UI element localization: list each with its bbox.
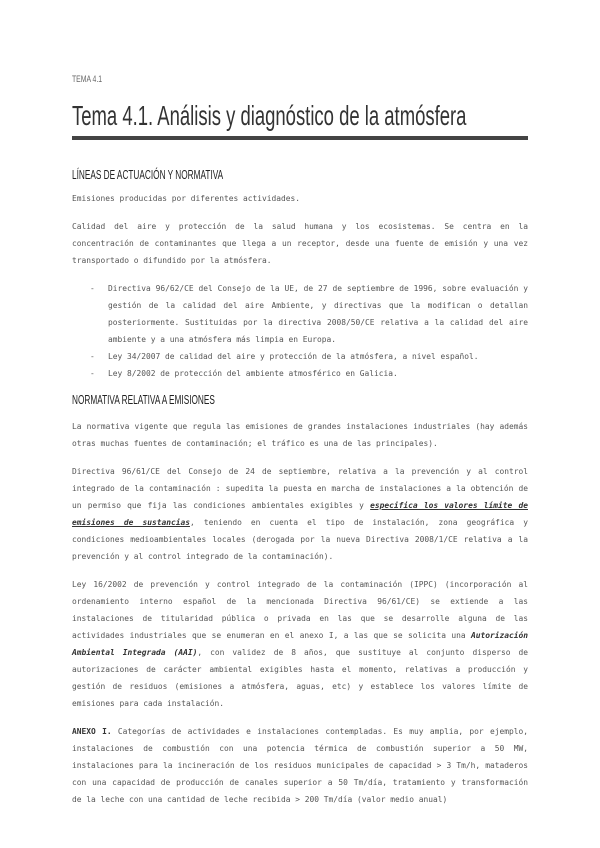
chapter-kicker: TEMA 4.1 [72, 74, 103, 85]
bold-label: ANEXO I. [72, 727, 112, 736]
section-lineas-body [72, 190, 528, 382]
emphasis-text: Autorización Ambiental Integrada (AAI) [72, 631, 528, 657]
page-title: Tema 4.1. Análisis y diagnóstico de la atmósfera [72, 100, 467, 131]
text: , teniendo en cuenta el tipo de instalación, zona geográfica y condiciones medioambientales locales (derogada por la nueva Directiva 2008/1/CE relativa a la prevención y al control integrado de la contaminación). [72, 518, 528, 561]
list-item: - Directiva 96/62/CE del Consejo de la UE, de 27 de septiembre de 1996, sobre evaluación y gestión de la calidad del aire Ambiente, y directivas que la modifican o detallan posteriormente. Sustituidas por la directiva 2008/50/CE relativa a la calidad del aire ambiente y a una atmósfera más limpia en Europa. [72, 280, 528, 348]
text: , con validez de 8 años, que sustituye al conjunto disperso de autorizaciones de carácter ambiental exigibles hasta el momento, relativas a producción y gestión de residuos (emisiones a atmósfera, aguas, etc) y establece los valores límite de emisiones para cada instalación. [72, 648, 528, 708]
paragraph: La normativa vigente que regula las emisiones de grandes instalaciones industriales (hay además otras muchas fuentes de contaminación; el tráfico es una de las principales). [72, 422, 528, 448]
normativa-list [72, 280, 528, 382]
text: Directiva 96/61/CE del Consejo de 24 de septiembre, relativa a la prevención y al control integrado de la contaminación : supedita la puesta en marcha de instalaciones a la obtención de un permiso que fija las condiciones ambientales exigibles y [72, 467, 528, 510]
text: Ley 16/2002 de prevención y control integrado de la contaminación (IPPC) (incorporación al ordenamiento interno español de la mencionada Directiva 96/61/CE) se extiende a las instalaciones de titularidad pública o privada en las que se desarrolle alguna de las actividades industriales que se enumeran en el anexo I, a las que se solicita una [72, 580, 528, 640]
section-emisiones-body [72, 418, 528, 819]
title-divider [72, 136, 528, 140]
emphasis-text: especifica los valores límite de emisiones de sustancias [72, 501, 528, 527]
paragraph [72, 723, 528, 808]
section-heading-lineas: LÍNEAS DE ACTUACIÓN Y NORMATIVA [72, 168, 224, 182]
paragraph [72, 576, 528, 712]
text: Categorías de actividades e instalaciones contempladas. Es muy amplia, por ejemplo, instalaciones de combustión con una potencia térmica de combustión superior a 50 MW, instalaciones para la incineración de los residuos municipales de capacidad > 3 Tm/h, mataderos con una capacidad de producción de canales superior a 50 Tm/día, tratamiento y transformación de la leche con una cantidad de leche recibida > 200 Tm/día (valor medio anual) [72, 727, 528, 804]
list-item: - Ley 34/2007 de calidad del aire y protección de la atmósfera, a nivel español. [72, 348, 528, 365]
paragraph: Calidad del aire y protección de la salud humana y los ecosistemas. Se centra en la concentración de contaminantes que llega a un receptor, desde una fuente de emisión y una vez transportado o difundido por la atmósfera. [72, 222, 528, 265]
paragraph: Emisiones producidas por diferentes actividades. [72, 194, 301, 203]
section-heading-emisiones: NORMATIVA RELATIVA A EMISIONES [72, 393, 215, 407]
list-item: - Ley 8/2002 de protección del ambiente atmosférico en Galicia. [72, 365, 528, 382]
paragraph [72, 463, 528, 565]
